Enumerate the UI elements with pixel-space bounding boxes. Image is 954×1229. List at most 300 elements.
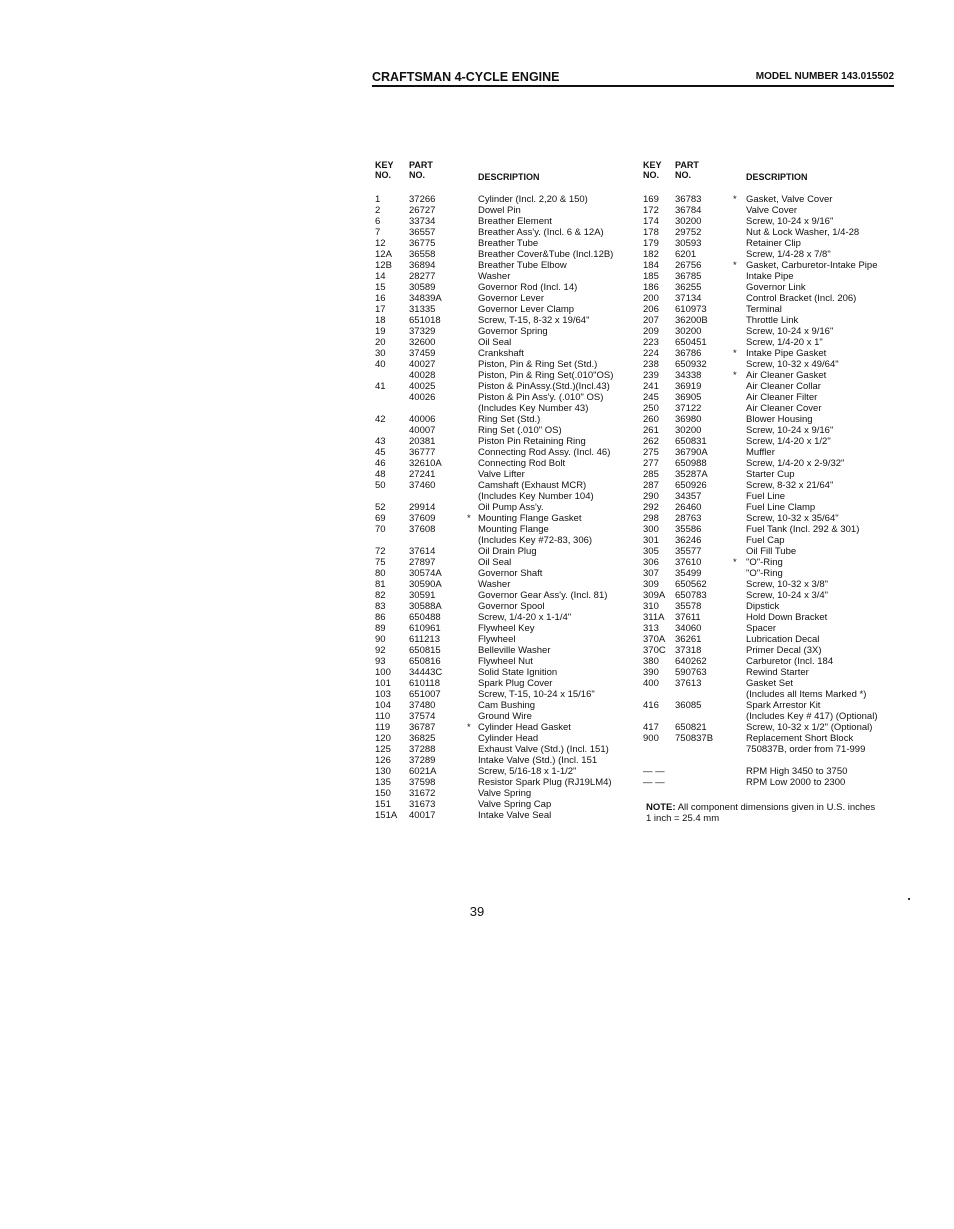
description-cell: Starter Cup bbox=[746, 469, 795, 480]
key-no-cell: 241 bbox=[643, 381, 659, 392]
table-row bbox=[375, 788, 635, 799]
description-cell: Governor Shaft bbox=[478, 568, 543, 579]
table-row bbox=[643, 381, 903, 392]
description-cell: (Includes Key #72-83, 306) bbox=[478, 535, 593, 546]
description-cell: Flywheel Key bbox=[478, 623, 535, 634]
part-no-cell: 750837B bbox=[675, 733, 714, 744]
part-no-cell: 37318 bbox=[675, 645, 702, 656]
key-no-cell: 245 bbox=[643, 392, 659, 403]
gasket-set-marker: * bbox=[733, 194, 737, 205]
table-row bbox=[643, 436, 903, 447]
key-no-cell: 224 bbox=[643, 348, 659, 359]
key-no-cell: 90 bbox=[375, 634, 386, 645]
table-row bbox=[375, 359, 635, 370]
key-no-cell: 16 bbox=[375, 293, 386, 304]
table-row bbox=[643, 733, 903, 744]
table-row bbox=[375, 733, 635, 744]
part-no-cell: 30588A bbox=[409, 601, 442, 612]
table-row bbox=[643, 656, 903, 667]
part-no-cell: 6021A bbox=[409, 766, 437, 777]
description-cell: Screw, 10-32 x 49/64" bbox=[746, 359, 839, 370]
description-cell: Piston, Pin & Ring Set(.010"OS) bbox=[478, 370, 614, 381]
description-cell: Valve Lifter bbox=[478, 469, 525, 480]
description-cell: Retainer Clip bbox=[746, 238, 801, 249]
description-cell: "O"-Ring bbox=[746, 568, 783, 579]
table-row bbox=[643, 447, 903, 458]
table-row bbox=[643, 194, 903, 205]
key-no-cell: 41 bbox=[375, 381, 386, 392]
key-no-cell: — — bbox=[643, 766, 665, 777]
key-no-cell: 285 bbox=[643, 469, 659, 480]
description-cell: (Includes Key # 417) (Optional) bbox=[746, 711, 878, 722]
key-no-cell: 262 bbox=[643, 436, 659, 447]
table-row bbox=[375, 557, 635, 568]
description-cell: RPM High 3450 to 3750 bbox=[746, 766, 848, 777]
key-no-cell: 307 bbox=[643, 568, 659, 579]
table-row bbox=[375, 205, 635, 216]
table-row bbox=[643, 480, 903, 491]
key-no-cell: 52 bbox=[375, 502, 386, 513]
part-no-cell: 640262 bbox=[675, 656, 707, 667]
key-no-cell: 209 bbox=[643, 326, 659, 337]
part-no-cell: 36557 bbox=[409, 227, 436, 238]
table-row bbox=[375, 216, 635, 227]
description-cell: Fuel Line Clamp bbox=[746, 502, 816, 513]
table-row bbox=[643, 370, 903, 381]
gasket-set-marker: * bbox=[733, 370, 737, 381]
description-cell: Dowel Pin bbox=[478, 205, 521, 216]
table-row bbox=[375, 249, 635, 260]
description-cell: Nut & Lock Washer, 1/4-28 bbox=[746, 227, 860, 238]
description-cell: Cylinder Head Gasket bbox=[478, 722, 571, 733]
part-no-cell: 40007 bbox=[409, 425, 436, 436]
part-no-cell: 6201 bbox=[675, 249, 697, 260]
table-row bbox=[643, 766, 903, 777]
key-no-cell: 126 bbox=[375, 755, 391, 766]
description-cell: Screw, 1/4-20 x 2-9/32" bbox=[746, 458, 845, 469]
table-row bbox=[375, 436, 635, 447]
table-row bbox=[375, 546, 635, 557]
description-cell: Primer Decal (3X) bbox=[746, 645, 822, 656]
description-cell: Intake Valve Seal bbox=[478, 810, 552, 821]
key-no-cell: — — bbox=[643, 777, 665, 788]
description-cell: Gasket, Valve Cover bbox=[746, 194, 833, 205]
part-no-cell: 35578 bbox=[675, 601, 702, 612]
part-no-cell: 36787 bbox=[409, 722, 436, 733]
description-cell: Governor Gear Ass'y. (Incl. 81) bbox=[478, 590, 608, 601]
key-no-cell: 370C bbox=[643, 645, 666, 656]
key-no-cell: 206 bbox=[643, 304, 659, 315]
table-row bbox=[643, 227, 903, 238]
key-no-cell: 178 bbox=[643, 227, 659, 238]
table-row bbox=[375, 337, 635, 348]
parts-table-right bbox=[643, 160, 903, 788]
description-cell: Screw, 10-24 x 9/16" bbox=[746, 326, 834, 337]
description-cell: Breather Tube Elbow bbox=[478, 260, 567, 271]
key-no-cell: 1 bbox=[375, 194, 381, 205]
part-no-cell: 34357 bbox=[675, 491, 702, 502]
description-cell: Fuel Tank (Incl. 292 & 301) bbox=[746, 524, 860, 535]
gasket-set-marker: * bbox=[733, 557, 737, 568]
key-no-cell: 260 bbox=[643, 414, 659, 425]
description-cell: Flywheel Nut bbox=[478, 656, 533, 667]
part-no-header: PART NO. bbox=[675, 160, 699, 180]
table-row bbox=[375, 700, 635, 711]
part-no-cell: 37266 bbox=[409, 194, 436, 205]
part-no-cell: 590763 bbox=[675, 667, 707, 678]
key-no-cell: 900 bbox=[643, 733, 659, 744]
part-no-cell: 31672 bbox=[409, 788, 436, 799]
key-no-cell: 261 bbox=[643, 425, 659, 436]
table-row bbox=[375, 502, 635, 513]
part-no-cell: 37614 bbox=[409, 546, 436, 557]
key-no-cell: 174 bbox=[643, 216, 659, 227]
table-row bbox=[643, 282, 903, 293]
engine-title: CRAFTSMAN 4-CYCLE ENGINE bbox=[372, 70, 560, 84]
description-cell: Governor Rod (Incl. 14) bbox=[478, 282, 578, 293]
table-row bbox=[643, 755, 903, 766]
description-cell: Screw, T-15, 10-24 x 15/16" bbox=[478, 689, 595, 700]
part-no-cell: 36980 bbox=[675, 414, 702, 425]
part-no-cell: 20381 bbox=[409, 436, 436, 447]
part-no-cell: 30200 bbox=[675, 425, 702, 436]
part-no-cell: 37134 bbox=[675, 293, 702, 304]
key-no-cell: 103 bbox=[375, 689, 391, 700]
description-cell: Screw, 5/16-18 x 1-1/2" bbox=[478, 766, 577, 777]
description-cell: Air Cleaner Cover bbox=[746, 403, 822, 414]
description-cell: Oil Seal bbox=[478, 557, 512, 568]
key-no-cell: 20 bbox=[375, 337, 386, 348]
key-no-cell: 80 bbox=[375, 568, 386, 579]
table-row bbox=[375, 447, 635, 458]
table-row bbox=[375, 656, 635, 667]
description-header: DESCRIPTION bbox=[478, 172, 540, 182]
description-cell: Cam Bushing bbox=[478, 700, 536, 711]
table-row bbox=[375, 293, 635, 304]
key-no-cell: 417 bbox=[643, 722, 659, 733]
description-header: DESCRIPTION bbox=[746, 172, 808, 182]
table-row bbox=[375, 590, 635, 601]
table-row bbox=[643, 612, 903, 623]
key-no-cell: 223 bbox=[643, 337, 659, 348]
table-row bbox=[375, 601, 635, 612]
table-row bbox=[375, 425, 635, 436]
key-no-cell: 305 bbox=[643, 546, 659, 557]
table-row bbox=[643, 403, 903, 414]
description-cell: Spacer bbox=[746, 623, 777, 634]
description-cell: Spark Plug Cover bbox=[478, 678, 553, 689]
table-row bbox=[643, 568, 903, 579]
description-cell: Gasket, Carburetor-Intake Pipe bbox=[746, 260, 878, 271]
table-row bbox=[375, 777, 635, 788]
dimensions-note bbox=[646, 802, 906, 824]
description-cell: Connecting Rod Bolt bbox=[478, 458, 566, 469]
key-no-cell: 290 bbox=[643, 491, 659, 502]
table-row bbox=[643, 205, 903, 216]
key-no-cell: 45 bbox=[375, 447, 386, 458]
description-cell: (Includes all Items Marked *) bbox=[746, 689, 867, 700]
part-no-cell: 30574A bbox=[409, 568, 442, 579]
header-rule bbox=[372, 85, 894, 87]
key-no-cell: 301 bbox=[643, 535, 659, 546]
part-no-cell: 37611 bbox=[675, 612, 701, 623]
table-row bbox=[643, 722, 903, 733]
key-no-cell: 100 bbox=[375, 667, 391, 678]
description-cell: Governor Link bbox=[746, 282, 806, 293]
table-row bbox=[643, 315, 903, 326]
description-cell: Hold Down Bracket bbox=[746, 612, 828, 623]
part-no-cell: 40026 bbox=[409, 392, 436, 403]
key-no-cell: 169 bbox=[643, 194, 659, 205]
description-cell: Fuel Cap bbox=[746, 535, 785, 546]
table-row bbox=[643, 579, 903, 590]
table-row bbox=[643, 711, 903, 722]
description-cell: Ground Wire bbox=[478, 711, 532, 722]
key-no-cell: 6 bbox=[375, 216, 381, 227]
part-no-cell: 27241 bbox=[409, 469, 436, 480]
table-header bbox=[375, 160, 635, 182]
part-no-cell: 40017 bbox=[409, 810, 436, 821]
table-row bbox=[643, 744, 903, 755]
part-no-cell: 36200B bbox=[675, 315, 708, 326]
description-cell: Breather Ass'y. (Incl. 6 & 12A) bbox=[478, 227, 604, 238]
description-cell: Intake Pipe Gasket bbox=[746, 348, 827, 359]
part-no-cell: 30591 bbox=[409, 590, 436, 601]
part-no-cell: 30200 bbox=[675, 326, 702, 337]
table-row bbox=[643, 634, 903, 645]
description-cell: Belleville Washer bbox=[478, 645, 551, 656]
description-cell: Air Cleaner Filter bbox=[746, 392, 818, 403]
key-no-cell: 92 bbox=[375, 645, 386, 656]
table-row bbox=[643, 502, 903, 513]
part-no-cell: 34338 bbox=[675, 370, 702, 381]
key-no-cell: 186 bbox=[643, 282, 659, 293]
table-row bbox=[643, 304, 903, 315]
key-no-cell: 72 bbox=[375, 546, 386, 557]
key-no-cell: 43 bbox=[375, 436, 386, 447]
table-row bbox=[375, 513, 635, 524]
table-row bbox=[375, 271, 635, 282]
description-cell: Valve Spring bbox=[478, 788, 532, 799]
description-cell: Oil Drain Plug bbox=[478, 546, 537, 557]
part-no-header: PART NO. bbox=[409, 160, 433, 180]
key-no-cell: 400 bbox=[643, 678, 659, 689]
description-cell: Screw, 10-32 x 3/8" bbox=[746, 579, 829, 590]
table-row bbox=[643, 524, 903, 535]
part-no-cell: 36775 bbox=[409, 238, 436, 249]
key-no-cell: 150 bbox=[375, 788, 391, 799]
table-row bbox=[375, 403, 635, 414]
part-no-cell: 36246 bbox=[675, 535, 702, 546]
part-no-cell: 650932 bbox=[675, 359, 707, 370]
table-row bbox=[643, 458, 903, 469]
key-no-cell: 416 bbox=[643, 700, 659, 711]
description-cell: Throttle Link bbox=[746, 315, 799, 326]
part-no-cell: 36261 bbox=[675, 634, 702, 645]
key-no-cell: 83 bbox=[375, 601, 386, 612]
part-no-cell: 37122 bbox=[675, 403, 702, 414]
part-no-cell: 30590A bbox=[409, 579, 442, 590]
key-no-cell: 86 bbox=[375, 612, 386, 623]
key-no-cell: 250 bbox=[643, 403, 659, 414]
table-row bbox=[375, 381, 635, 392]
key-no-cell: 151 bbox=[375, 799, 391, 810]
part-no-cell: 28277 bbox=[409, 271, 436, 282]
parts-table-left bbox=[375, 160, 635, 821]
table-row bbox=[375, 458, 635, 469]
part-no-cell: 36783 bbox=[675, 194, 702, 205]
description-cell: Screw, 10-32 x 35/64" bbox=[746, 513, 839, 524]
table-row bbox=[375, 414, 635, 425]
part-no-cell: 650821 bbox=[675, 722, 707, 733]
note-conversion: 1 inch = 25.4 mm bbox=[646, 813, 720, 824]
part-no-cell: 36085 bbox=[675, 700, 702, 711]
part-no-cell: 36777 bbox=[409, 447, 436, 458]
key-no-cell: 125 bbox=[375, 744, 391, 755]
key-no-cell: 287 bbox=[643, 480, 659, 491]
description-cell: Carburetor (Incl. 184 bbox=[746, 656, 834, 667]
description-cell: Valve Spring Cap bbox=[478, 799, 552, 810]
part-no-cell: 34060 bbox=[675, 623, 702, 634]
table-row bbox=[643, 645, 903, 656]
description-cell: Exhaust Valve (Std.) (Incl. 151) bbox=[478, 744, 609, 755]
part-no-cell: 26460 bbox=[675, 502, 702, 513]
description-cell: 750837B, order from 71-999 bbox=[746, 744, 866, 755]
table-row bbox=[375, 348, 635, 359]
key-no-cell: 309 bbox=[643, 579, 659, 590]
description-cell: Muffler bbox=[746, 447, 775, 458]
description-cell: Intake Valve (Std.) (Incl. 151 bbox=[478, 755, 598, 766]
part-no-cell: 35577 bbox=[675, 546, 702, 557]
part-no-cell: 36919 bbox=[675, 381, 702, 392]
description-cell: Oil Pump Ass'y. bbox=[478, 502, 544, 513]
key-no-cell: 104 bbox=[375, 700, 391, 711]
part-no-cell: 37288 bbox=[409, 744, 436, 755]
part-no-cell: 29914 bbox=[409, 502, 436, 513]
key-no-cell: 81 bbox=[375, 579, 386, 590]
description-cell: Oil Seal bbox=[478, 337, 512, 348]
key-no-cell: 120 bbox=[375, 733, 391, 744]
key-no-cell: 14 bbox=[375, 271, 386, 282]
part-no-cell: 36894 bbox=[409, 260, 436, 271]
gasket-set-marker: * bbox=[733, 260, 737, 271]
key-no-cell: 185 bbox=[643, 271, 659, 282]
key-no-cell: 311A bbox=[643, 612, 665, 623]
table-row bbox=[375, 194, 635, 205]
key-no-cell: 50 bbox=[375, 480, 386, 491]
table-row bbox=[375, 491, 635, 502]
description-cell: Ring Set (Std.) bbox=[478, 414, 541, 425]
description-cell: Solid State Ignition bbox=[478, 667, 558, 678]
key-no-cell: 151A bbox=[375, 810, 398, 821]
key-no-cell: 130 bbox=[375, 766, 391, 777]
description-cell: Piston & Pin Ass'y. (.010" OS) bbox=[478, 392, 604, 403]
part-no-cell: 37608 bbox=[409, 524, 436, 535]
table-row bbox=[375, 579, 635, 590]
table-row bbox=[375, 667, 635, 678]
part-no-cell: 26756 bbox=[675, 260, 702, 271]
table-row bbox=[375, 722, 635, 733]
table-row bbox=[643, 337, 903, 348]
key-no-cell: 89 bbox=[375, 623, 386, 634]
part-no-cell: 36785 bbox=[675, 271, 702, 282]
part-no-cell: 611213 bbox=[409, 634, 440, 645]
key-no-cell: 12B bbox=[375, 260, 392, 271]
table-row bbox=[643, 326, 903, 337]
table-row bbox=[375, 744, 635, 755]
table-row bbox=[643, 491, 903, 502]
part-no-cell: 610961 bbox=[409, 623, 441, 634]
key-no-cell: 292 bbox=[643, 502, 659, 513]
gasket-set-marker: * bbox=[733, 348, 737, 359]
key-no-cell: 380 bbox=[643, 656, 659, 667]
description-cell: Oil Fill Tube bbox=[746, 546, 797, 557]
description-cell: Piston Pin Retaining Ring bbox=[478, 436, 586, 447]
key-no-cell: 19 bbox=[375, 326, 386, 337]
key-no-cell: 17 bbox=[375, 304, 386, 315]
part-no-cell: 36786 bbox=[675, 348, 702, 359]
part-no-cell: 40006 bbox=[409, 414, 436, 425]
key-no-cell: 172 bbox=[643, 205, 659, 216]
description-cell: Lubrication Decal bbox=[746, 634, 820, 645]
part-no-cell: 32600 bbox=[409, 337, 436, 348]
key-no-cell: 70 bbox=[375, 524, 386, 535]
table-row bbox=[375, 810, 635, 821]
part-no-cell: 610118 bbox=[409, 678, 440, 689]
model-number: MODEL NUMBER 143.015502 bbox=[755, 71, 894, 82]
table-row bbox=[643, 513, 903, 524]
description-cell: (Includes Key Number 104) bbox=[478, 491, 594, 502]
part-no-cell: 31335 bbox=[409, 304, 436, 315]
table-row bbox=[643, 546, 903, 557]
table-row bbox=[375, 535, 635, 546]
description-cell: Replacement Short Block bbox=[746, 733, 854, 744]
part-no-cell: 651007 bbox=[409, 689, 441, 700]
table-row bbox=[375, 678, 635, 689]
part-no-cell: 650562 bbox=[675, 579, 707, 590]
key-no-cell: 119 bbox=[375, 722, 391, 733]
gasket-set-marker: * bbox=[467, 513, 471, 524]
key-no-cell: 12A bbox=[375, 249, 392, 260]
table-row bbox=[375, 392, 635, 403]
key-no-cell: 15 bbox=[375, 282, 386, 293]
table-row bbox=[375, 227, 635, 238]
description-cell: Cylinder (Incl. 2,20 & 150) bbox=[478, 194, 588, 205]
key-no-cell: 184 bbox=[643, 260, 659, 271]
description-cell: Mounting Flange bbox=[478, 524, 549, 535]
description-cell: Cylinder Head bbox=[478, 733, 539, 744]
description-cell: Air Cleaner Collar bbox=[746, 381, 821, 392]
part-no-cell: 40025 bbox=[409, 381, 436, 392]
description-cell: Washer bbox=[478, 271, 511, 282]
description-cell: "O"-Ring bbox=[746, 557, 783, 568]
part-no-cell: 650926 bbox=[675, 480, 707, 491]
description-cell: Air Cleaner Gasket bbox=[746, 370, 827, 381]
key-no-cell: 238 bbox=[643, 359, 659, 370]
description-cell: Screw, 8-32 x 21/64" bbox=[746, 480, 834, 491]
part-no-cell: 35499 bbox=[675, 568, 702, 579]
part-no-cell: 26727 bbox=[409, 205, 436, 216]
description-cell: Breather Tube bbox=[478, 238, 539, 249]
description-cell: Rewind Starter bbox=[746, 667, 809, 678]
table-row bbox=[375, 370, 635, 381]
table-row bbox=[375, 480, 635, 491]
part-no-cell: 35586 bbox=[675, 524, 702, 535]
part-no-cell: 33734 bbox=[409, 216, 436, 227]
description-cell: Screw, 10-24 x 9/16" bbox=[746, 425, 834, 436]
table-row bbox=[643, 678, 903, 689]
description-cell: Governor Spool bbox=[478, 601, 545, 612]
